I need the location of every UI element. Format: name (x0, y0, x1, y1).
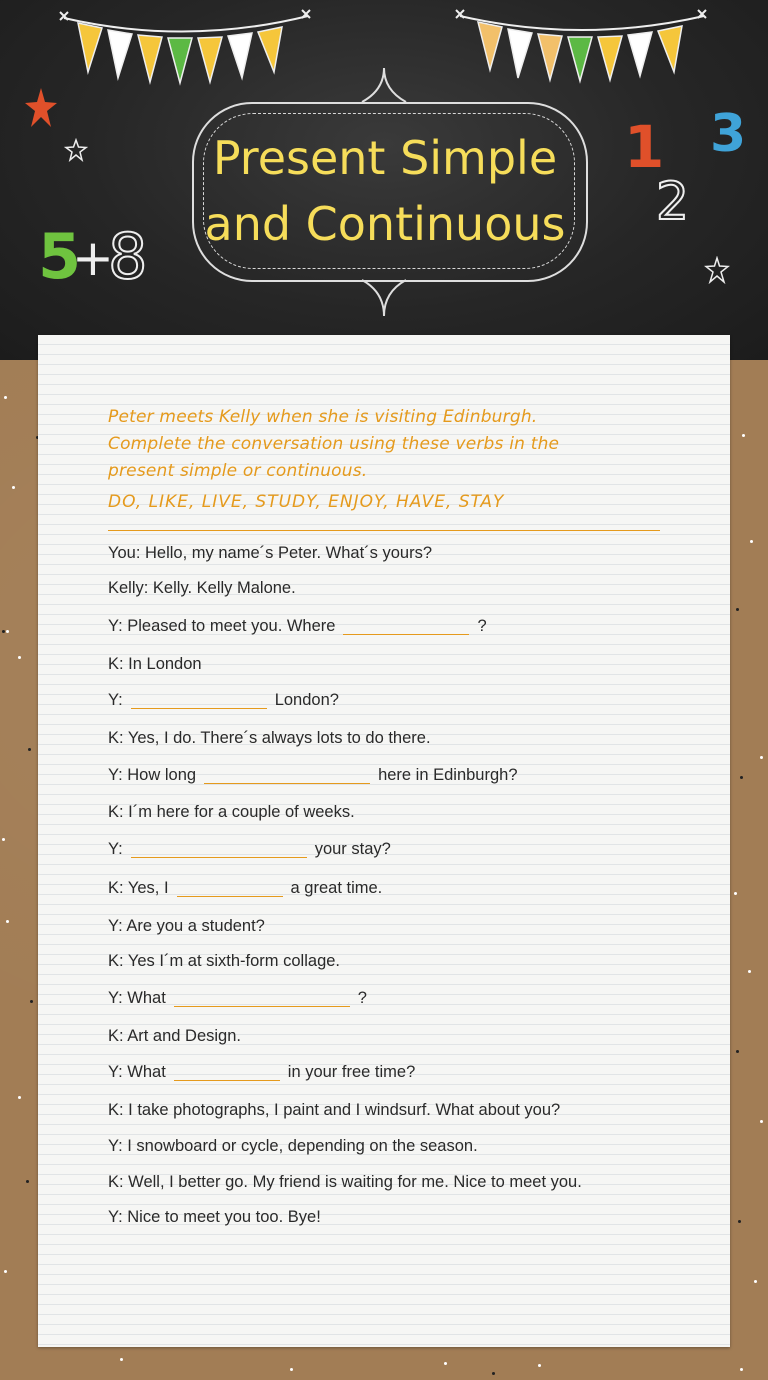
number-two: 2 (656, 172, 690, 232)
answer-blank-6[interactable] (174, 988, 350, 1007)
math-eight: 8 (108, 220, 148, 293)
dialogue-line: K: Yes I´m at sixth-form collage. (108, 952, 341, 970)
chalkboard-header (0, 0, 768, 360)
frame-ornament-bottom-icon (356, 276, 412, 318)
white-star-icon (64, 138, 88, 162)
dialogue-line: K: Well, I better go. My friend is waiting for me. Nice to meet you. (108, 1173, 582, 1191)
dialogue-text: in your free time? (287, 1063, 416, 1081)
dialogue-line (108, 764, 518, 786)
dialogue-line (108, 1061, 415, 1083)
dialogue-line: K: Yes, I do. There´s always lots to do there. (108, 729, 431, 747)
dialogue-text: your stay? (314, 840, 391, 858)
dialogue-line: K: I take photographs, I paint and I windsurf. What about you? (108, 1101, 561, 1119)
answer-blank-4[interactable] (131, 839, 307, 858)
number-three: 3 (710, 104, 747, 164)
bunting-right-icon (454, 4, 712, 84)
dialogue-text: K: Yes, I (108, 879, 169, 897)
dialogue-text: Y: What (108, 1063, 166, 1081)
dialogue-line: Y: I snowboard or cycle, depending on the season. (108, 1137, 478, 1155)
dialogue-line (108, 877, 382, 899)
instructions-line: Complete the conversation using these verbs in the (108, 434, 560, 454)
dialogue-line: Kelly: Kelly. Kelly Malone. (108, 579, 296, 597)
dialogue-text: London? (274, 691, 339, 709)
dialogue-line: Y: Are you a student? (108, 917, 265, 935)
dialogue-text: Y: (108, 691, 123, 709)
bunting-left-icon (58, 6, 316, 86)
red-star-icon (24, 86, 58, 130)
answer-blank-3[interactable] (204, 765, 370, 784)
dialogue-text: Y: Pleased to meet you. Where (108, 617, 336, 635)
dialogue-text: Y: What (108, 989, 166, 1007)
dialogue-line (108, 689, 339, 711)
white-star-icon (704, 256, 730, 284)
math-five: 5 (38, 220, 82, 293)
dialogue-line (108, 987, 367, 1009)
page-title-line1: Present Simple (212, 131, 558, 185)
dialogue-line: K: In London (108, 655, 202, 673)
answer-blank-2[interactable] (131, 690, 267, 709)
dialogue-text: Y: (108, 840, 123, 858)
math-plus: + (72, 229, 114, 287)
number-one: 1 (624, 113, 665, 181)
dialogue-text: Y: How long (108, 766, 197, 784)
dialogue-text: a great time. (290, 879, 383, 897)
dialogue-text: ? (477, 617, 487, 635)
dialogue-text: here in Edinburgh? (378, 766, 518, 784)
answer-blank-7[interactable] (174, 1062, 280, 1081)
dialogue-line: You: Hello, my name´s Peter. What´s yours? (108, 544, 433, 562)
dialogue-line: K: I´m here for a couple of weeks. (108, 803, 355, 821)
divider (108, 530, 660, 531)
answer-blank-5[interactable] (177, 878, 283, 897)
frame-ornament-top-icon (356, 66, 412, 106)
verb-list: DO, LIKE, LIVE, STUDY, ENJOY, HAVE, STAY (108, 492, 505, 512)
instructions-line: present simple or continuous. (108, 461, 368, 481)
dialogue-line: Y: Nice to meet you too. Bye! (108, 1208, 321, 1226)
dialogue-line (108, 615, 487, 637)
instructions (108, 404, 668, 485)
answer-blank-1[interactable] (343, 616, 469, 635)
instructions-line: Peter meets Kelly when she is visiting Edinburgh. (108, 407, 538, 427)
dialogue-text: ? (357, 989, 367, 1007)
page-title-line2: and Continuous (204, 197, 566, 251)
dialogue-line (108, 838, 391, 860)
dialogue-line: K: Art and Design. (108, 1027, 241, 1045)
